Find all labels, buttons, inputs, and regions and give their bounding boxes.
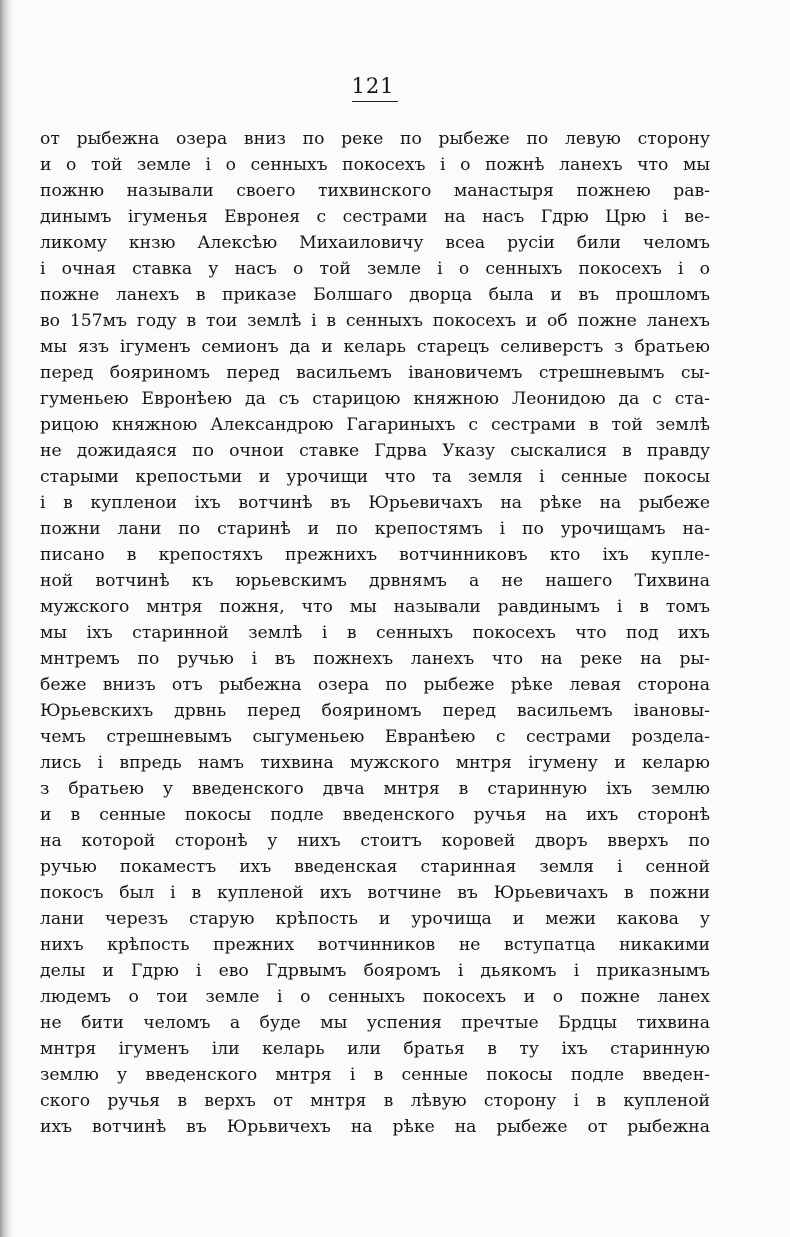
- text-line-24: чемъ стрешневымъ сыгуменьею Евранѣею с сестрами роздела-: [40, 727, 710, 747]
- text-line-33: делы и Гдрю і ево Гдрвымъ бояромъ і дьякомъ і приказнымъ: [40, 961, 710, 981]
- text-line-21: мнтремъ по ручью і въ пожнехъ ланехъ что на реке на ры-: [40, 649, 710, 669]
- text-line-20: мы іхъ старинной землѣ і в сенныхъ покосехъ что под ихъ: [40, 623, 710, 643]
- text-line-7: пожне ланехъ в приказе Болшаго дворца была и въ прошломъ: [40, 285, 710, 305]
- text-line-19: мужского мнтря пожня, что мы называли равдинымъ і в томъ: [40, 597, 710, 617]
- text-line-35: не бити челомъ а буде мы успения пречтые Брдцы тихвина: [40, 1013, 710, 1033]
- text-line-22: беже внизъ отъ рыбежна озера по рыбеже рѣке левая сторона: [40, 675, 710, 695]
- text-line-4: динымъ ігуменья Евронея с сестрами на насъ Гдрю Црю і ве-: [40, 207, 710, 227]
- text-line-34: людемъ о тои земле і о сенныхъ покосехъ и о пожне ланех: [40, 987, 710, 1007]
- text-line-37: землю у введенского мнтря і в сенные покосы подле введен-: [40, 1065, 710, 1085]
- text-line-1: от рыбежна озера вниз по реке по рыбеже по левую сторону: [40, 129, 710, 149]
- document-body: [40, 126, 710, 1140]
- text-line-38: ского ручья в верхъ от мнтря в лѣвую сторону і в купленой: [40, 1091, 710, 1111]
- text-line-26: з братьею у введенского двча мнтря в старинную іхъ землю: [40, 779, 710, 799]
- text-line-6: і очная ставка у насъ о той земле і о сенныхъ покосехъ і о: [40, 259, 710, 279]
- text-line-18: ной вотчинѣ къ юрьевскимъ дрвнямъ а не нашего Тихвина: [40, 571, 710, 591]
- text-line-5: ликому кнзю Алексѣю Михаиловичу всеа русіи били челомъ: [40, 233, 710, 253]
- text-line-13: не дожидаяся по очнои ставке Гдрва Указу сыскалися в правду: [40, 441, 710, 461]
- text-line-28: на которой сторонѣ у нихъ стоитъ коровей дворъ вверхъ по: [40, 831, 710, 851]
- text-line-23: Юрьевскихъ дрвнь перед бояриномъ перед васильемъ івановы-: [40, 701, 710, 721]
- text-line-2: и о той земле і о сенныхъ покосехъ і о пожнѣ ланехъ что мы: [40, 155, 710, 175]
- text-line-10: перед бояриномъ перед васильемъ івановичемъ стрешневымъ сы-: [40, 363, 710, 383]
- text-line-12: рицою княжною Александрою Гагариныхъ с сестрами в той землѣ: [40, 415, 710, 435]
- text-line-27: и в сенные покосы подле введенского ручья на ихъ сторонѣ: [40, 805, 710, 825]
- text-line-36: мнтря ігуменъ іли келарь или братья в ту іхъ старинную: [40, 1039, 710, 1059]
- text-line-9: мы язъ ігуменъ семионъ да и келарь старецъ селиверстъ з братьею: [40, 337, 710, 357]
- text-line-15: і в купленои іхъ вотчинѣ въ Юрьевичахъ на рѣке на рыбеже: [40, 493, 710, 513]
- text-line-3: пожню называли своего тихвинского манастыря пожнею рав-: [40, 181, 710, 201]
- text-line-17: писано в крепостяхъ прежнихъ вотчинниковъ кто іхъ купле-: [40, 545, 710, 565]
- text-line-32: нихъ крѣпость прежних вотчинников не вступатца никакими: [40, 935, 710, 955]
- text-line-29: ручью покаместъ ихъ введенская старинная земля і сенной: [40, 857, 710, 877]
- text-line-16: пожни лани по старинѣ и по крепостямъ і по урочищамъ на-: [40, 519, 710, 539]
- text-line-25: лись і впредь намъ тихвина мужского мнтря ігумену и келарю: [40, 753, 710, 773]
- text-line-11: гуменьею Евронѣею да съ старицою княжною Леонидою да с ста-: [40, 389, 710, 409]
- page-number: 121: [351, 74, 395, 98]
- text-line-39: ихъ вотчинѣ въ Юрьвичехъ на рѣке на рыбеже от рыбежна: [40, 1117, 710, 1137]
- text-line-31: лани черезъ старую крѣпость и урочища и межи какова у: [40, 909, 710, 929]
- text-line-8: во 157мъ году в тои землѣ і в сенныхъ покосехъ и об пожне ланехъ: [40, 311, 710, 331]
- page-number-underline: [352, 101, 398, 102]
- text-line-14: старыми крепостьми и урочищи что та земля і сенные покосы: [40, 467, 710, 487]
- page-edge-shadow: [0, 0, 14, 1237]
- text-line-30: покосъ был і в купленой ихъ вотчине въ Юрьевичахъ в пожни: [40, 883, 710, 903]
